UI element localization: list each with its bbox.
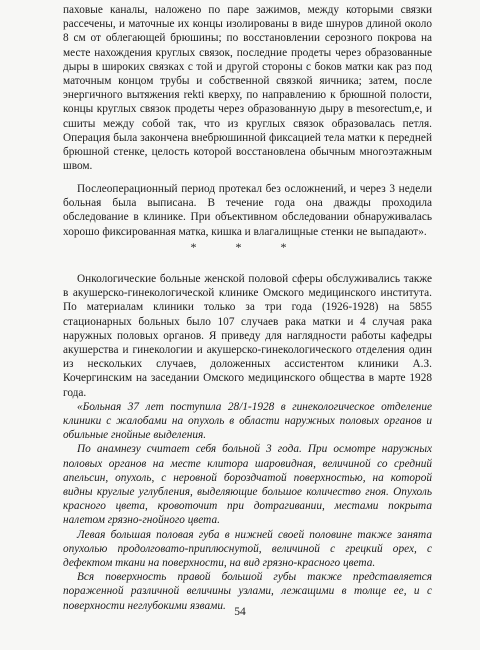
paragraph-oncology: Онкологические больные женской половой сферы обслуживались также в акушерско-гинекологической клинике Омского медицинского института. По материалам клиники только за три года (1926-1928) на 5855 стационарных больных было 107 случаев рака матки и 4 случая рака наружных половых органов. Я приведу для наглядности работы кафедры акушерства и гинекологии и акушерско-гинекологического отделения один из нескольких случаев, доложенных ассистентом клиники А.З. Кочергинским на заседании Омского медицинского общества в марте 1928 года.: [63, 273, 432, 399]
text-block-postop: [63, 182, 432, 239]
paragraph-case-anamnesis: По анамнезу считает себя больной 3 года. При осмотре наружных половых органов на месте клитора шаровидная, величиной со средний апельсин, опухоль, с неровной бороздчатой поверхностью, на которой видны круглые углубления, выделяющие большое количество гноя. Опухоль красного цвета, кровоточит при дотрагивании, местами покрыта налетом грязно-гнойного цвета.: [63, 443, 432, 527]
text-block-top: [63, 3, 432, 173]
text-block-oncology: [63, 272, 432, 613]
page-number: 54: [234, 606, 246, 618]
paragraph-case-right-labium: Вся поверхность правой большой губы также представляется пораженной различной величины узлами, лежащими в толще ее, и с поверхности неглубокими язвами.: [63, 571, 432, 612]
paragraph-operation: паховые каналы, наложено по паре зажимов, между которыми связки рассечены, и маточные их концы изолированы в виде шнуров длиной около 8 см от облегающей брюшины; по восстановлении серозного покрова на месте нахождения круглых связок, последние продеты через образованные дыры в широких связках с той и другой стороны с боков матки как раз под маточным концом трубы и собственной связкой яичника; затем, после энергичного вытяжения rekti кверху, по направлению к брюшной полости, концы круглых связок продеты через образованную дыру в mesorectum,e, и сшиты между собой так, что из круглых связок образовалась петля. Операция была закончена внебрюшинной фиксацией тела матки к передней брюшной стенке, целость которой восстановлена обычным многоэтажным швом.: [63, 4, 432, 173]
paragraph-case-intro: «Больная 37 лет поступила 28/1-1928 в гинекологическое отделение клиники с жалобами на опухоль в области наружных половых органов и обильные гнойные выделения.: [63, 400, 432, 442]
paragraph-case-left-labium: Левая большая половая губа в нижней своей половине также занята опухолью продолговато-приплюснутой, величиной с грецкий орех, с дефектом ткани на поверхности, на вид грязно-красного цвета.: [63, 528, 432, 570]
paragraph-postop: Послеоперационный период протекал без осложнений, и через 3 недели больная была выписана. В течение года она дважды проходила обследование в клинике. При объективном обследовании обнаруживалась хорошо фиксированная матка, кишка и влагалищные стенки не выпадают».: [63, 183, 432, 238]
section-separator: * * *: [190, 240, 305, 254]
